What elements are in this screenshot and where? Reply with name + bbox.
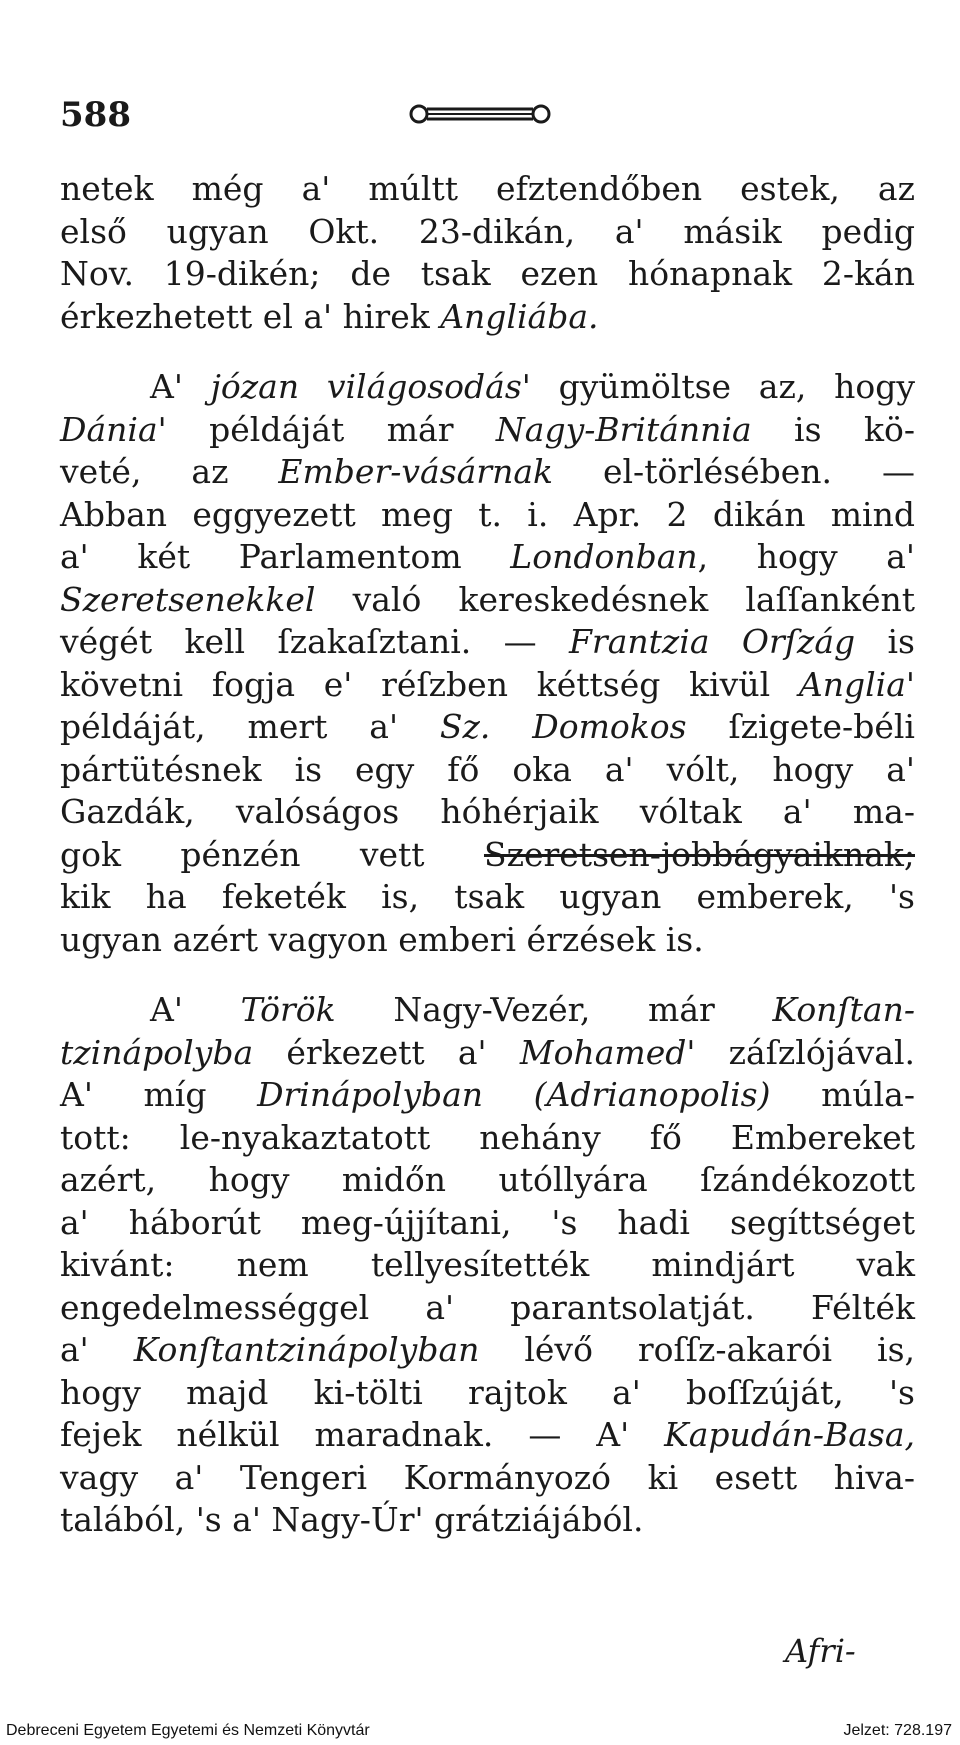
text-line xyxy=(60,1159,915,1202)
text-line xyxy=(60,1244,915,1287)
text-segment: való kereskedésnek laſſanként xyxy=(315,579,915,619)
italic-text: Angliába. xyxy=(440,296,599,336)
text-line xyxy=(60,253,915,296)
text-segment: végét kell ſzakaſztani. — xyxy=(60,622,570,661)
text-line xyxy=(60,409,915,452)
text-line xyxy=(60,494,915,537)
text-segment: a' két Parlamentom xyxy=(60,537,511,576)
footer-library: Debreceni Egyetem Egyetemi és Nemzeti Könyvtár xyxy=(6,1722,370,1739)
text-segment: példáját, mert a' xyxy=(60,707,440,746)
body-text xyxy=(60,168,915,1542)
text-line xyxy=(60,366,915,409)
text-segment: is xyxy=(855,622,915,661)
italic-text: Mohamed' xyxy=(519,1032,696,1072)
text-line xyxy=(60,168,915,211)
text-segment: is kö- xyxy=(751,409,915,449)
text-segment: kivánt: nem tellyesítették mindjárt vak xyxy=(60,1245,915,1284)
struck-text: Szeretsen-jobbágyaiknak; xyxy=(483,834,915,874)
text-segment: pártütésnek is egy fő oka a' vólt, hogy a' xyxy=(60,749,915,789)
text-segment: ſzigete-béli xyxy=(686,707,915,746)
text-segment: záſzlójával. xyxy=(695,1032,915,1072)
italic-text: Drinápolyban (Adrianopolis) xyxy=(257,1075,771,1114)
italic-text: Dánia' xyxy=(60,409,167,449)
italic-text: Kapudán-Basa, xyxy=(664,1415,915,1454)
text-segment: érkezett a' xyxy=(253,1032,520,1072)
text-line xyxy=(60,579,915,622)
text-line xyxy=(60,211,915,254)
text-line xyxy=(60,621,915,664)
italic-text: Konſtan- xyxy=(772,990,915,1029)
text-segment: a' xyxy=(60,1330,134,1369)
text-segment: Gazdák, valóságos hóhérjaik vóltak a' ma- xyxy=(60,792,915,831)
italic-text: Török xyxy=(240,990,336,1029)
text-line xyxy=(60,791,915,834)
text-segment: fejek nélkül maradnak. — A' xyxy=(60,1415,665,1454)
text-segment: lévő roſſz-akarói is, xyxy=(479,1330,915,1369)
text-segment: A' xyxy=(150,367,211,406)
text-line xyxy=(60,296,915,339)
text-line xyxy=(60,1329,915,1372)
catchword: Afri- xyxy=(785,1632,856,1670)
text-line xyxy=(60,1202,915,1245)
page-header xyxy=(60,95,910,145)
text-segment: hogy majd ki-tölti rajtok a' boſſzúját, 's xyxy=(60,1372,915,1412)
italic-text: Konſtantzinápolyban xyxy=(133,1330,480,1369)
text-segment: kik ha feketék is, tsak ugyan emberek, 's xyxy=(60,877,915,916)
text-segment: engedelmességgel a' parantsolatját. Félték xyxy=(60,1287,915,1327)
text-line xyxy=(60,1414,915,1457)
italic-text: Szeretsenekkel xyxy=(60,579,316,619)
italic-text: józan világosodás' xyxy=(210,367,531,406)
italic-text: Anglia' xyxy=(798,664,915,704)
text-line xyxy=(60,706,915,749)
text-segment: Nov. 19-dikén; de tsak ezen hónapnak 2-kán xyxy=(60,254,915,293)
italic-text: Londonban xyxy=(510,537,698,576)
paragraph-gap xyxy=(60,961,915,989)
text-line xyxy=(60,451,915,494)
text-line xyxy=(60,1499,915,1542)
text-segment: talából, 's a' Nagy-Úr' grátziájából. xyxy=(60,1500,644,1539)
text-segment: gok pénzén vett xyxy=(60,834,484,874)
ornament-rule-icon xyxy=(405,99,555,129)
text-line xyxy=(60,749,915,792)
text-line xyxy=(60,664,915,707)
text-line xyxy=(60,1074,915,1117)
text-line xyxy=(60,1032,915,1075)
text-line xyxy=(60,876,915,919)
text-segment: gyümöltse az, hogy xyxy=(530,367,915,406)
text-line xyxy=(60,989,915,1032)
text-line xyxy=(60,1372,915,1415)
text-segment: A' míg xyxy=(60,1075,258,1114)
text-segment: netek még a' múltt efztendőben estek, az xyxy=(60,169,915,208)
text-segment: példáját már xyxy=(166,409,496,449)
text-line xyxy=(60,834,915,877)
text-segment: a' háborút meg-újjítani, 's hadi segíttséget xyxy=(60,1202,915,1242)
footer-shelfmark: Jelzet: 728.197 xyxy=(843,1722,952,1739)
text-segment: múla- xyxy=(770,1075,915,1114)
footer-bar xyxy=(0,1718,960,1745)
italic-text: tzinápolyba xyxy=(60,1032,254,1072)
italic-text: Nagy-Británnia xyxy=(495,409,752,449)
text-segment: vagy a' Tengeri Kormányozó ki esett hiva- xyxy=(60,1457,915,1497)
text-segment: érkezhetett el a' hirek xyxy=(60,296,441,336)
text-segment: A' xyxy=(150,990,241,1029)
italic-text: Sz. Domokos xyxy=(439,707,687,746)
text-line xyxy=(60,1287,915,1330)
italic-text: Frantzia Orſzág xyxy=(569,622,856,661)
page-number: 588 xyxy=(60,95,131,135)
text-line xyxy=(60,1457,915,1500)
text-segment: ugyan azért vagyon emberi érzések is. xyxy=(60,919,704,959)
text-segment: első ugyan Okt. 23-dikán, a' másik pedig xyxy=(60,211,915,251)
text-segment: Abban eggyezett meg t. i. Apr. 2 dikán mind xyxy=(60,494,915,534)
text-segment: el-törlésében. — xyxy=(553,452,915,491)
text-line xyxy=(60,1117,915,1160)
text-line xyxy=(60,536,915,579)
text-segment: , hogy a' xyxy=(697,537,916,576)
text-segment: tott: le-nyakaztatott nehány fő Embereket xyxy=(60,1117,915,1157)
text-segment: azért, hogy midőn utóllyára ſzándékozott xyxy=(60,1160,915,1199)
italic-text: Ember-vásárnak xyxy=(278,452,554,491)
text-line xyxy=(60,919,915,962)
text-segment: Nagy-Vezér, már xyxy=(335,990,773,1029)
text-segment: veté, az xyxy=(60,452,279,491)
text-segment: követni fogja e' réſzben kéttség kivül xyxy=(60,664,799,704)
paragraph-gap xyxy=(60,338,915,366)
